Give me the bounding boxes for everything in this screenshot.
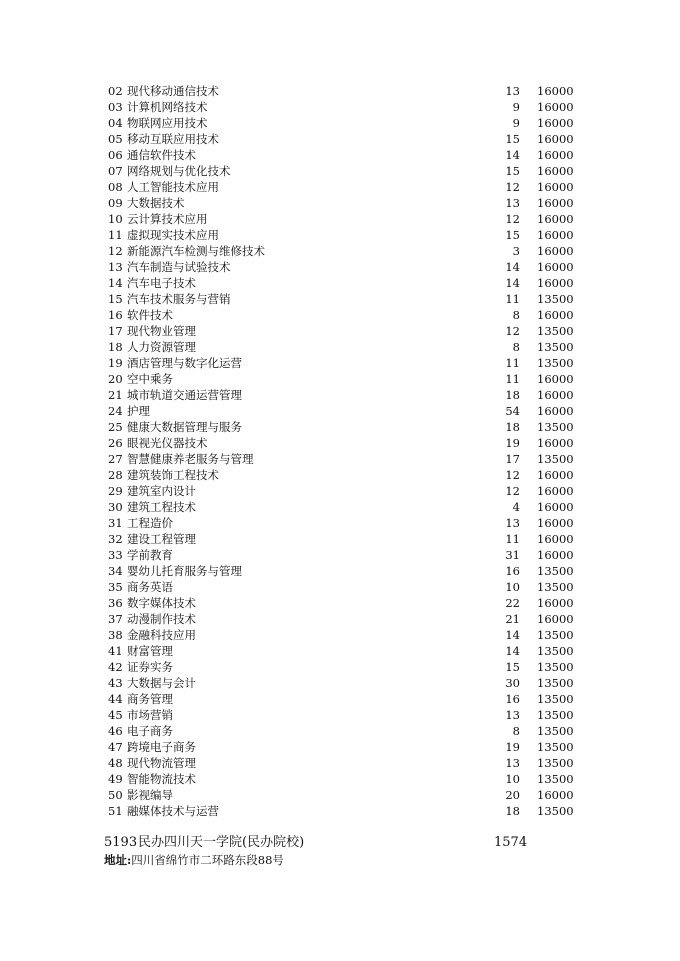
- program-count: 10: [505, 772, 520, 786]
- program-fee: 16000: [537, 148, 574, 162]
- program-code: 50: [108, 788, 123, 802]
- program-count: 14: [505, 628, 520, 642]
- program-row: [0, 147, 680, 163]
- program-row: [0, 243, 680, 259]
- program-count: 12: [505, 180, 520, 194]
- program-name: 眼视光仪器技术: [127, 436, 208, 450]
- program-name: 人力资源管理: [127, 340, 196, 354]
- program-row: [0, 419, 680, 435]
- program-row: [0, 675, 680, 691]
- program-code: 36: [108, 596, 123, 610]
- program-name: 云计算技术应用: [127, 212, 208, 226]
- program-row: [0, 387, 680, 403]
- program-name: 影视编导: [127, 788, 173, 802]
- program-code: 13: [108, 260, 123, 274]
- program-code: 45: [108, 708, 123, 722]
- program-count: 11: [505, 532, 520, 546]
- program-name: 健康大数据管理与服务: [127, 420, 242, 434]
- program-name: 现代物业管理: [127, 324, 196, 338]
- program-row: [0, 515, 680, 531]
- program-row: [0, 755, 680, 771]
- program-fee: 16000: [537, 612, 574, 626]
- program-fee: 16000: [537, 180, 574, 194]
- program-name: 智能物流技术: [127, 772, 196, 786]
- program-row: [0, 131, 680, 147]
- program-fee: 16000: [537, 596, 574, 610]
- program-code: 24: [108, 404, 123, 418]
- program-row: [0, 707, 680, 723]
- program-count: 8: [512, 724, 520, 738]
- program-code: 28: [108, 468, 123, 482]
- program-count: 13: [505, 756, 520, 770]
- program-count: 30: [505, 676, 520, 690]
- program-count: 14: [505, 276, 520, 290]
- program-fee: 13500: [537, 452, 574, 466]
- program-name: 建筑装饰工程技术: [127, 468, 219, 482]
- program-row: [0, 355, 680, 371]
- program-fee: 13500: [537, 324, 574, 338]
- program-count: 20: [505, 788, 520, 802]
- program-code: 33: [108, 548, 123, 562]
- program-code: 10: [108, 212, 123, 226]
- program-fee: 16000: [537, 548, 574, 562]
- program-code: 07: [108, 164, 123, 178]
- program-row: [0, 435, 680, 451]
- program-name: 婴幼儿托育服务与管理: [127, 564, 242, 578]
- program-code: 43: [108, 676, 123, 690]
- program-count: 11: [505, 356, 520, 370]
- school-name: 民办四川天一学院(民办院校): [138, 835, 305, 850]
- program-fee: 16000: [537, 436, 574, 450]
- program-row: [0, 339, 680, 355]
- program-count: 15: [505, 660, 520, 674]
- program-row: [0, 211, 680, 227]
- program-fee: 16000: [537, 244, 574, 258]
- program-name: 电子商务: [127, 724, 173, 738]
- program-name: 财富管理: [127, 644, 173, 658]
- program-count: 13: [505, 84, 520, 98]
- program-row: [0, 259, 680, 275]
- program-row: [0, 787, 680, 803]
- program-count: 13: [505, 708, 520, 722]
- program-code: 34: [108, 564, 123, 578]
- program-fee: 13500: [537, 676, 574, 690]
- school-header: [104, 834, 664, 852]
- program-code: 12: [108, 244, 123, 258]
- address-label: 地址:: [104, 853, 132, 867]
- program-row: [0, 467, 680, 483]
- program-name: 工程造价: [127, 516, 173, 530]
- program-code: 32: [108, 532, 123, 546]
- program-row: [0, 739, 680, 755]
- program-count: 9: [512, 116, 520, 130]
- program-fee: 13500: [537, 708, 574, 722]
- program-code: 05: [108, 132, 123, 146]
- program-name: 酒店管理与数字化运营: [127, 356, 242, 370]
- program-fee: 16000: [537, 212, 574, 226]
- program-row: [0, 499, 680, 515]
- program-fee: 16000: [537, 372, 574, 386]
- program-code: 42: [108, 660, 123, 674]
- program-count: 15: [505, 132, 520, 146]
- program-code: 44: [108, 692, 123, 706]
- program-fee: 16000: [537, 196, 574, 210]
- program-row: [0, 803, 680, 819]
- program-fee: 16000: [537, 116, 574, 130]
- program-fee: 13500: [537, 420, 574, 434]
- program-fee: 16000: [537, 388, 574, 402]
- program-name: 软件技术: [127, 308, 173, 322]
- program-name: 现代物流管理: [127, 756, 196, 770]
- program-name: 跨境电子商务: [127, 740, 196, 754]
- program-fee: 16000: [537, 788, 574, 802]
- program-row: [0, 371, 680, 387]
- program-code: 04: [108, 116, 123, 130]
- program-fee: 13500: [537, 724, 574, 738]
- program-row: [0, 291, 680, 307]
- program-name: 现代移动通信技术: [127, 84, 219, 98]
- program-name: 证券实务: [127, 660, 173, 674]
- program-row: [0, 403, 680, 419]
- program-fee: 16000: [537, 84, 574, 98]
- program-count: 12: [505, 468, 520, 482]
- program-code: 06: [108, 148, 123, 162]
- program-row: [0, 691, 680, 707]
- program-count: 14: [505, 260, 520, 274]
- program-row: [0, 659, 680, 675]
- program-fee: 16000: [537, 276, 574, 290]
- program-count: 19: [505, 436, 520, 450]
- program-code: 21: [108, 388, 123, 402]
- program-fee: 16000: [537, 516, 574, 530]
- program-code: 25: [108, 420, 123, 434]
- program-row: [0, 195, 680, 211]
- program-count: 15: [505, 164, 520, 178]
- program-count: 13: [505, 516, 520, 530]
- program-fee: 16000: [537, 404, 574, 418]
- program-count: 18: [505, 804, 520, 818]
- program-code: 47: [108, 740, 123, 754]
- program-count: 54: [505, 404, 520, 418]
- program-count: 8: [512, 340, 520, 354]
- program-count: 17: [505, 452, 520, 466]
- program-name: 物联网应用技术: [127, 116, 208, 130]
- program-name: 人工智能技术应用: [127, 180, 219, 194]
- program-fee: 13500: [537, 756, 574, 770]
- program-fee: 13500: [537, 660, 574, 674]
- program-code: 16: [108, 308, 123, 322]
- program-row: [0, 579, 680, 595]
- program-code: 38: [108, 628, 123, 642]
- program-fee: 16000: [537, 228, 574, 242]
- program-row: [0, 163, 680, 179]
- program-row: [0, 179, 680, 195]
- program-fee: 13500: [537, 628, 574, 642]
- program-code: 46: [108, 724, 123, 738]
- program-row: [0, 227, 680, 243]
- program-fee: 13500: [537, 356, 574, 370]
- program-count: 12: [505, 212, 520, 226]
- program-count: 10: [505, 580, 520, 594]
- program-code: 49: [108, 772, 123, 786]
- program-row: [0, 483, 680, 499]
- program-fee: 16000: [537, 532, 574, 546]
- program-count: 9: [512, 100, 520, 114]
- program-fee: 16000: [537, 100, 574, 114]
- program-row: [0, 451, 680, 467]
- program-count: 31: [505, 548, 520, 562]
- program-name: 商务英语: [127, 580, 173, 594]
- program-name: 金融科技应用: [127, 628, 196, 642]
- program-count: 11: [505, 372, 520, 386]
- program-name: 空中乘务: [127, 372, 173, 386]
- program-row: [0, 323, 680, 339]
- program-count: 16: [505, 692, 520, 706]
- program-name: 智慧健康养老服务与管理: [127, 452, 254, 466]
- program-name: 建设工程管理: [127, 532, 196, 546]
- program-fee: 13500: [537, 804, 574, 818]
- program-name: 大数据技术: [127, 196, 185, 210]
- program-count: 14: [505, 644, 520, 658]
- program-fee: 16000: [537, 468, 574, 482]
- program-code: 02: [108, 84, 123, 98]
- program-name: 网络规划与优化技术: [127, 164, 231, 178]
- school-address: [104, 852, 284, 868]
- program-row: [0, 643, 680, 659]
- program-code: 26: [108, 436, 123, 450]
- program-fee: 16000: [537, 132, 574, 146]
- program-fee: 13500: [537, 340, 574, 354]
- program-row: [0, 595, 680, 611]
- program-code: 03: [108, 100, 123, 114]
- program-fee: 13500: [537, 580, 574, 594]
- program-name: 汽车电子技术: [127, 276, 196, 290]
- program-fee: 13500: [537, 772, 574, 786]
- program-row: [0, 723, 680, 739]
- program-row: [0, 307, 680, 323]
- program-row: [0, 83, 680, 99]
- school-total-count: 1574: [494, 835, 528, 850]
- program-name: 移动互联应用技术: [127, 132, 219, 146]
- program-count: 21: [505, 612, 520, 626]
- program-count: 18: [505, 420, 520, 434]
- program-name: 建筑工程技术: [127, 500, 196, 514]
- program-name: 汽车技术服务与营销: [127, 292, 231, 306]
- program-fee: 16000: [537, 308, 574, 322]
- program-fee: 16000: [537, 164, 574, 178]
- address-value: 四川省绵竹市二环路东段88号: [131, 853, 284, 867]
- program-code: 41: [108, 644, 123, 658]
- program-name: 计算机网络技术: [127, 100, 208, 114]
- program-count: 13: [505, 196, 520, 210]
- program-name: 城市轨道交通运营管理: [127, 388, 242, 402]
- program-fee: 13500: [537, 564, 574, 578]
- program-name: 建筑室内设计: [127, 484, 196, 498]
- program-name: 数字媒体技术: [127, 596, 196, 610]
- program-fee: 13500: [537, 292, 574, 306]
- program-name: 汽车制造与试验技术: [127, 260, 231, 274]
- program-name: 市场营销: [127, 708, 173, 722]
- program-row: [0, 627, 680, 643]
- program-count: 3: [512, 244, 520, 258]
- program-code: 19: [108, 356, 123, 370]
- program-code: 14: [108, 276, 123, 290]
- program-code: 11: [108, 228, 123, 242]
- program-row: [0, 275, 680, 291]
- program-code: 18: [108, 340, 123, 354]
- program-count: 15: [505, 228, 520, 242]
- school-code: 5193: [104, 835, 138, 850]
- program-fee: 13500: [537, 644, 574, 658]
- program-code: 20: [108, 372, 123, 386]
- program-code: 17: [108, 324, 123, 338]
- program-code: 37: [108, 612, 123, 626]
- program-name: 商务管理: [127, 692, 173, 706]
- program-count: 18: [505, 388, 520, 402]
- program-code: 09: [108, 196, 123, 210]
- program-row: [0, 547, 680, 563]
- program-name: 新能源汽车检测与维修技术: [127, 244, 265, 258]
- program-row: [0, 771, 680, 787]
- program-fee: 16000: [537, 484, 574, 498]
- program-code: 31: [108, 516, 123, 530]
- program-count: 22: [505, 596, 520, 610]
- program-name: 学前教育: [127, 548, 173, 562]
- program-code: 08: [108, 180, 123, 194]
- program-code: 29: [108, 484, 123, 498]
- program-code: 27: [108, 452, 123, 466]
- program-count: 12: [505, 324, 520, 338]
- program-code: 48: [108, 756, 123, 770]
- program-name: 大数据与会计: [127, 676, 196, 690]
- program-count: 8: [512, 308, 520, 322]
- program-row: [0, 531, 680, 547]
- program-count: 4: [512, 500, 520, 514]
- program-count: 19: [505, 740, 520, 754]
- program-fee: 13500: [537, 692, 574, 706]
- program-code: 30: [108, 500, 123, 514]
- program-fee: 13500: [537, 740, 574, 754]
- program-fee: 16000: [537, 500, 574, 514]
- program-count: 11: [505, 292, 520, 306]
- program-name: 虚拟现实技术应用: [127, 228, 219, 242]
- program-row: [0, 563, 680, 579]
- program-code: 15: [108, 292, 123, 306]
- program-count: 16: [505, 564, 520, 578]
- program-row: [0, 611, 680, 627]
- program-name: 动漫制作技术: [127, 612, 196, 626]
- program-name: 通信软件技术: [127, 148, 196, 162]
- program-name: 融媒体技术与运营: [127, 804, 219, 818]
- program-fee: 16000: [537, 260, 574, 274]
- program-count: 14: [505, 148, 520, 162]
- program-row: [0, 115, 680, 131]
- program-count: 12: [505, 484, 520, 498]
- program-code: 35: [108, 580, 123, 594]
- program-row: [0, 99, 680, 115]
- program-name: 护理: [127, 404, 150, 418]
- program-code: 51: [108, 804, 123, 818]
